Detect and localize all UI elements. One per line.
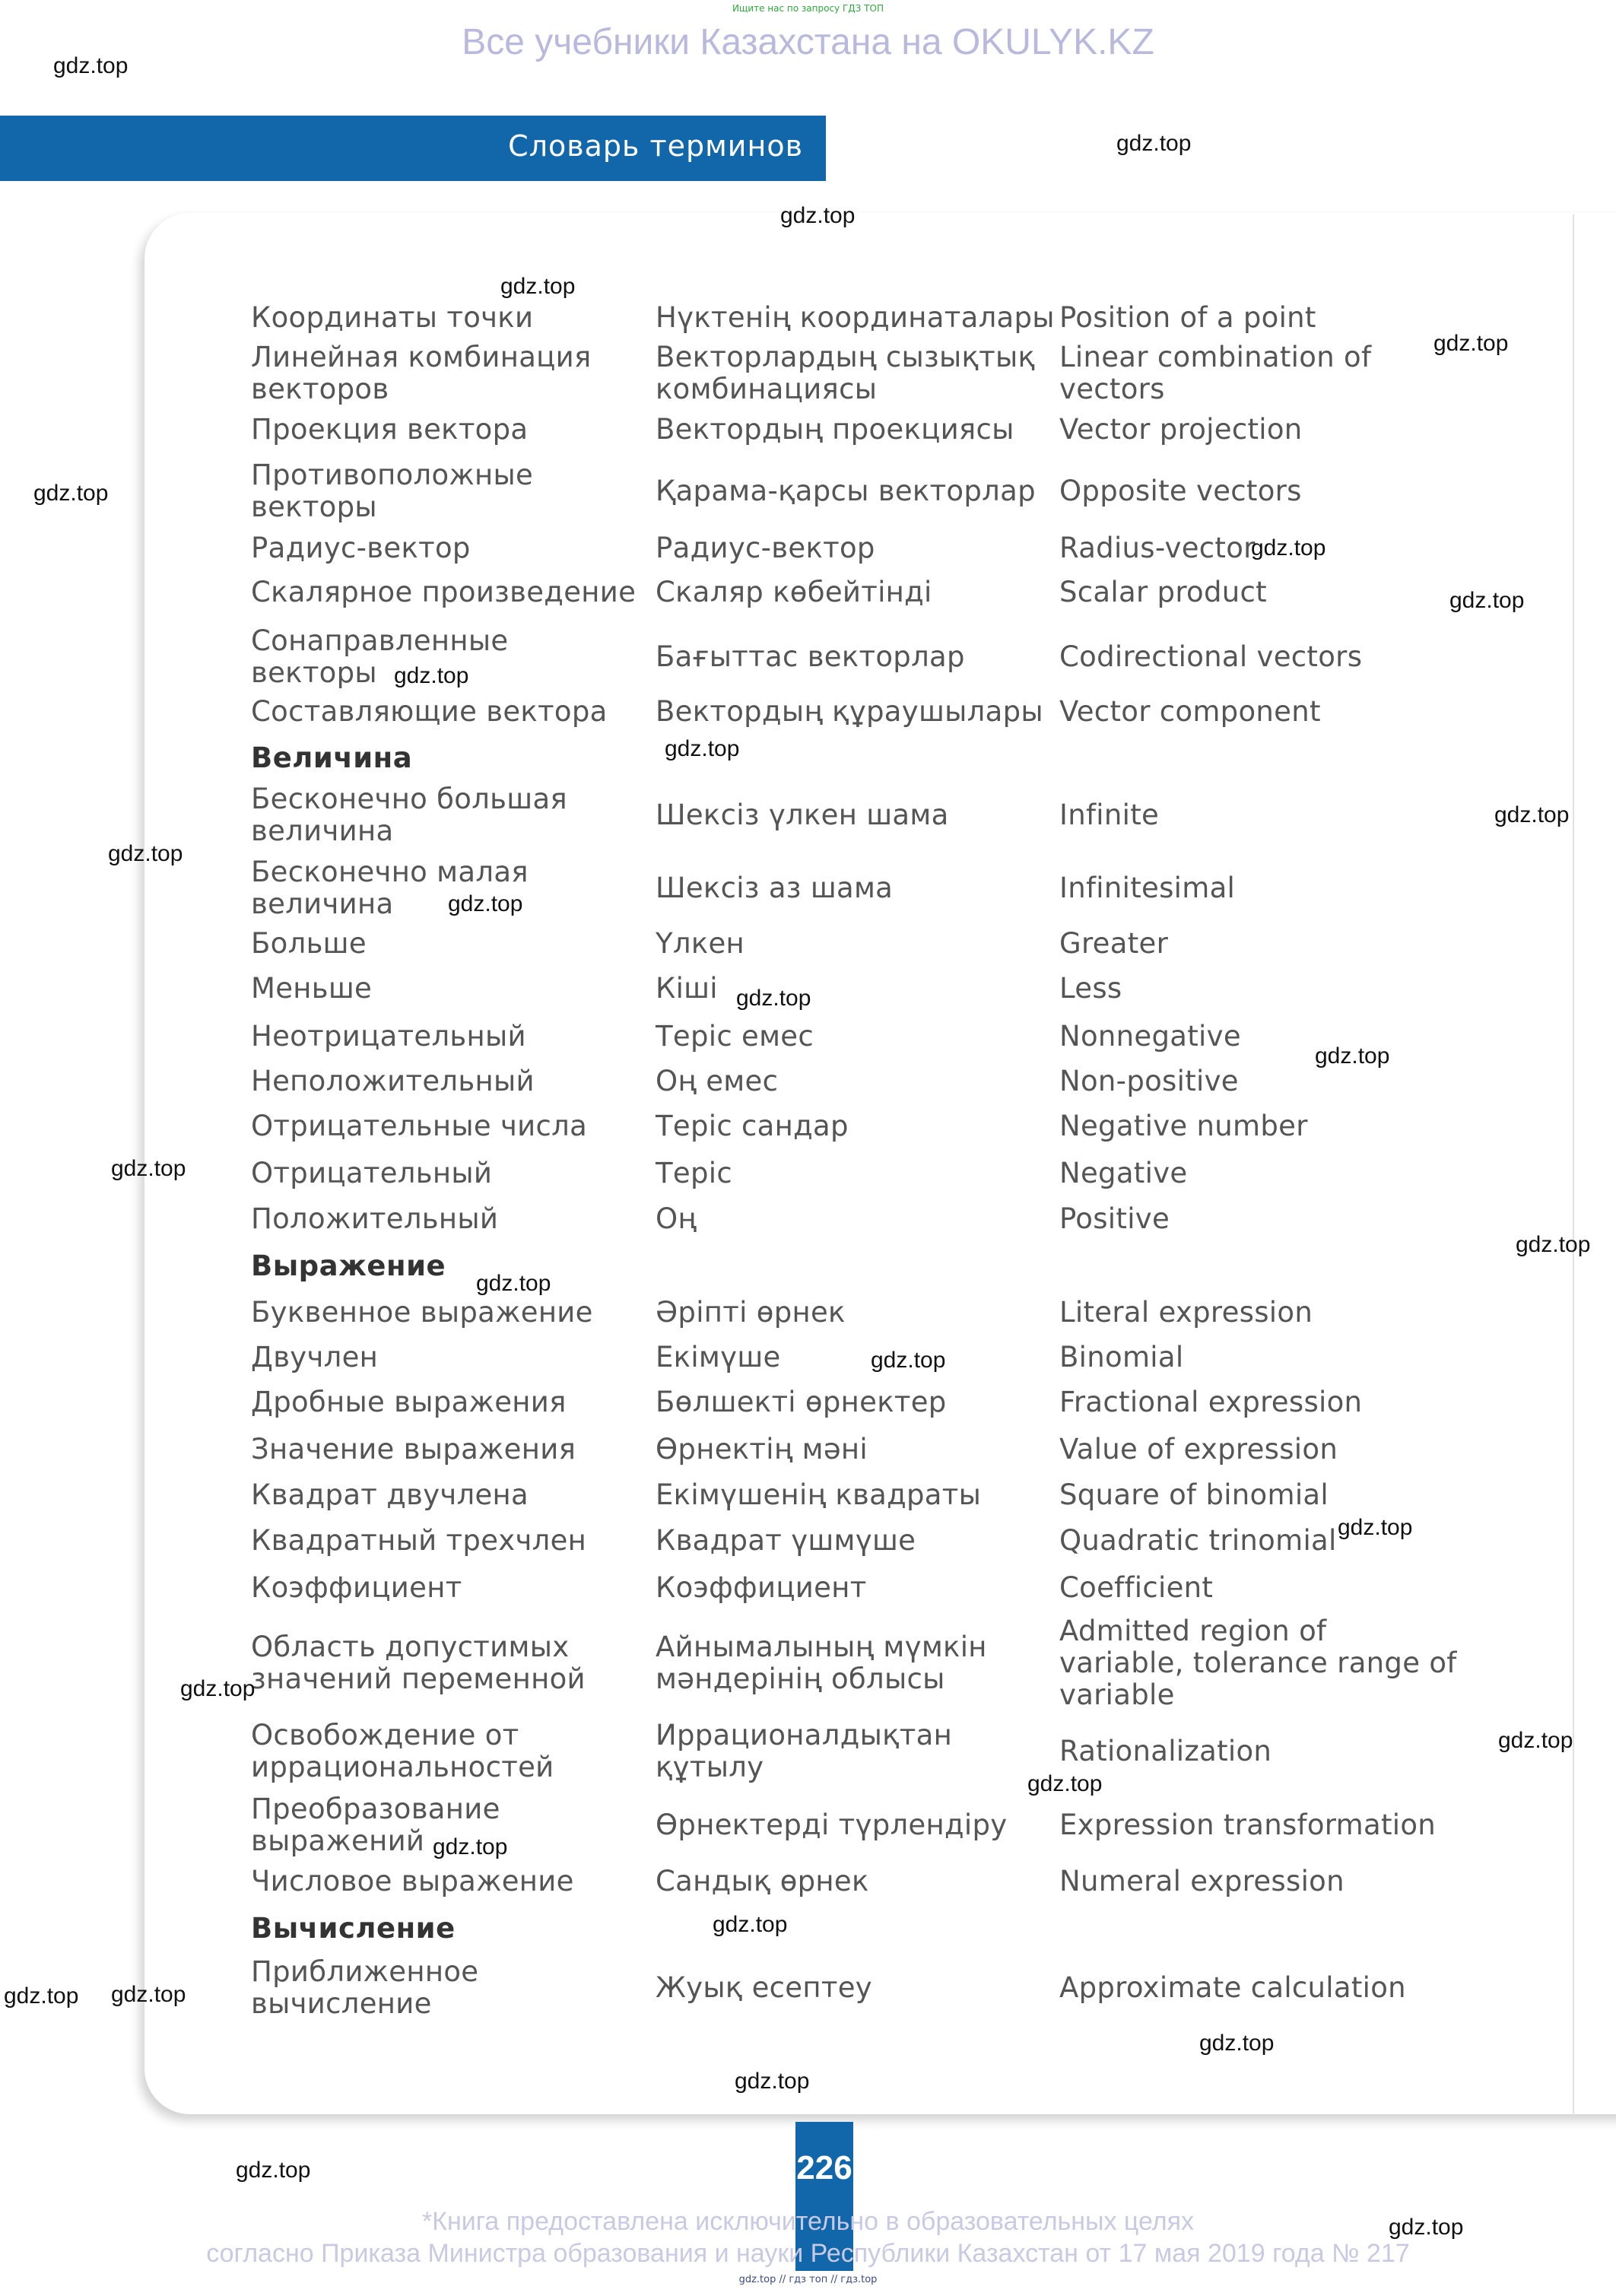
- watermark: gdz.top: [394, 663, 469, 688]
- term-ru: Квадрат двучлена: [251, 1478, 529, 1511]
- term-kz: Квадрат үшмүше: [656, 1524, 916, 1557]
- term-en: Non-positive: [1059, 1065, 1239, 1097]
- term-en: Rationalization: [1059, 1735, 1272, 1767]
- term-kz: Шексіз үлкен шама: [656, 799, 949, 831]
- watermark: gdz.top: [1433, 331, 1509, 356]
- section-heading: Вычисление: [251, 1912, 456, 1945]
- footer-disclaimer-line-1: *Книга предоставлена исключительно в образовательных целях: [421, 2207, 1195, 2236]
- term-en: Vector projection: [1059, 413, 1303, 446]
- term-ru: Освобождение от иррациональностей: [251, 1719, 554, 1783]
- term-en: Vector component: [1059, 695, 1321, 728]
- term-en: Linear combination of vectors: [1059, 341, 1372, 405]
- term-kz: Шексіз аз шама: [656, 872, 894, 904]
- watermark: gdz.top: [780, 203, 856, 228]
- term-en: Positive: [1059, 1202, 1170, 1235]
- term-ru: Положительный: [251, 1202, 499, 1235]
- term-en: Radius-vector: [1059, 532, 1256, 564]
- term-en: Less: [1059, 972, 1122, 1005]
- term-ru: Составляющие вектора: [251, 695, 608, 728]
- watermark: gdz.top: [736, 986, 811, 1011]
- term-kz: Нүктенің координаталары: [656, 301, 1055, 334]
- watermark: gdz.top: [735, 2069, 810, 2094]
- watermark: gdz.top: [33, 481, 109, 506]
- watermark: gdz.top: [448, 891, 523, 916]
- term-kz: Екімүшенің квадраты: [656, 1478, 982, 1511]
- top-search-note: Ищите нас по запросу ГДЗ ТОП: [732, 3, 884, 14]
- section-banner: [0, 116, 826, 181]
- watermark: gdz.top: [433, 1834, 508, 1859]
- term-ru: Неположительный: [251, 1065, 535, 1097]
- bottom-note: gdz.top // гдз топ // гдз.top: [738, 2274, 878, 2285]
- term-kz: Үлкен: [656, 927, 745, 960]
- watermark: gdz.top: [1449, 588, 1525, 613]
- term-en: Literal expression: [1059, 1296, 1313, 1329]
- term-kz: Бөлшекті өрнектер: [656, 1386, 947, 1418]
- term-en: Nonnegative: [1059, 1020, 1241, 1053]
- term-kz: Вектордың проекциясы: [656, 413, 1014, 446]
- term-ru: Бесконечно большая величина: [251, 783, 567, 847]
- term-kz: Қарама-қарсы векторлар: [656, 475, 1036, 507]
- term-en: Value of expression: [1059, 1433, 1338, 1466]
- term-ru: Скалярное произведение: [251, 576, 637, 608]
- term-kz: Радиус-вектор: [656, 532, 875, 564]
- watermark: gdz.top: [1315, 1043, 1390, 1069]
- watermark: gdz.top: [476, 1271, 551, 1296]
- term-ru: Буквенное выражение: [251, 1296, 593, 1329]
- term-en: Binomial: [1059, 1341, 1184, 1373]
- term-en: Position of a point: [1059, 301, 1316, 334]
- watermark: gdz.top: [4, 1983, 79, 2009]
- footer-disclaimer-line-2: согласно Приказа Министра образования и науки Республики Казахстан от 17 мая 2019 года № 217: [206, 2239, 1410, 2268]
- term-ru: Меньше: [251, 972, 373, 1005]
- term-en: Greater: [1059, 927, 1169, 960]
- watermark: gdz.top: [111, 1982, 186, 2007]
- term-ru: Квадратный трехчлен: [251, 1524, 587, 1557]
- site-title: Все учебники Казахстана на OKULYK.KZ: [462, 22, 1154, 62]
- watermark: gdz.top: [236, 2158, 311, 2183]
- banner-title: Словарь терминов: [508, 129, 803, 163]
- term-kz: Бағыттас векторлар: [656, 640, 965, 673]
- term-kz: Теріс сандар: [656, 1110, 849, 1142]
- term-en: Square of binomial: [1059, 1478, 1329, 1511]
- term-en: Expression transformation: [1059, 1809, 1437, 1841]
- section-heading: Величина: [251, 742, 413, 774]
- term-ru: Приближенное вычисление: [251, 1955, 479, 2020]
- term-kz: Векторлардың сызықтық комбинациясы: [656, 341, 1036, 405]
- watermark: gdz.top: [1389, 2215, 1464, 2240]
- term-ru: Дробные выражения: [251, 1386, 567, 1418]
- term-en: Coefficient: [1059, 1571, 1214, 1604]
- term-en: Opposite vectors: [1059, 475, 1302, 507]
- watermark: gdz.top: [1199, 2031, 1275, 2056]
- term-en: Fractional expression: [1059, 1386, 1363, 1418]
- watermark: gdz.top: [871, 1348, 946, 1373]
- watermark: gdz.top: [1338, 1515, 1413, 1540]
- term-ru: Противоположные векторы: [251, 459, 534, 523]
- term-en: Numeral expression: [1059, 1865, 1345, 1897]
- term-kz: Теріс емес: [656, 1020, 814, 1053]
- watermark: gdz.top: [108, 841, 183, 866]
- term-kz: Скаляр көбейтінді: [656, 576, 932, 608]
- watermark: gdz.top: [180, 1676, 256, 1701]
- term-kz: Теріс: [656, 1157, 732, 1189]
- term-kz: Вектордың құраушылары: [656, 695, 1043, 728]
- term-ru: Преобразование выражений: [251, 1793, 500, 1857]
- section-heading: Выражение: [251, 1250, 446, 1282]
- watermark: gdz.top: [111, 1156, 186, 1181]
- term-ru: Отрицательные числа: [251, 1110, 588, 1142]
- term-kz: Өрнектерді түрлендіру: [656, 1809, 1008, 1841]
- term-ru: Радиус-вектор: [251, 532, 471, 564]
- watermark: gdz.top: [1116, 131, 1192, 156]
- term-kz: Өрнектің мәні: [656, 1433, 868, 1466]
- term-ru: Координаты точки: [251, 301, 534, 334]
- term-ru: Числовое выражение: [251, 1865, 574, 1897]
- term-ru: Бесконечно малая величина: [251, 856, 529, 920]
- term-kz: Екімүше: [656, 1341, 781, 1373]
- term-ru: Линейная комбинация векторов: [251, 341, 592, 405]
- card-edge-divider: [1573, 214, 1574, 2116]
- term-ru: Отрицательный: [251, 1157, 493, 1189]
- term-ru: Область допустимых значений переменной: [251, 1631, 586, 1695]
- term-ru: Неотрицательный: [251, 1020, 526, 1053]
- watermark: gdz.top: [713, 1912, 788, 1937]
- term-kz: Әріпті өрнек: [656, 1296, 846, 1329]
- term-kz: Иррационалдықтан құтылу: [656, 1719, 953, 1783]
- watermark: gdz.top: [500, 274, 576, 299]
- term-en: Negative number: [1059, 1110, 1308, 1142]
- term-en: Approximate calculation: [1059, 1971, 1406, 2004]
- term-en: Quadratic trinomial: [1059, 1524, 1337, 1557]
- term-ru: Коэффициент: [251, 1571, 462, 1604]
- term-kz: Оң: [656, 1202, 697, 1235]
- term-ru: Значение выражения: [251, 1433, 576, 1466]
- term-ru: Двучлен: [251, 1341, 379, 1373]
- term-ru: Проекция вектора: [251, 413, 529, 446]
- term-en: Infinitesimal: [1059, 872, 1236, 904]
- watermark: gdz.top: [1494, 802, 1570, 827]
- term-en: Negative: [1059, 1157, 1188, 1189]
- term-kz: Коэффициент: [656, 1571, 867, 1604]
- watermark: gdz.top: [1251, 535, 1326, 561]
- term-en: Codirectional vectors: [1059, 640, 1363, 673]
- term-kz: Жуық есептеу: [656, 1971, 872, 2004]
- watermark: gdz.top: [665, 736, 740, 761]
- watermark: gdz.top: [1027, 1771, 1103, 1796]
- watermark: gdz.top: [53, 53, 129, 78]
- term-en: Infinite: [1059, 799, 1160, 831]
- watermark: gdz.top: [1498, 1728, 1573, 1753]
- term-kz: Айнымалының мүмкін мәндерінің облысы: [656, 1631, 987, 1695]
- watermark: gdz.top: [1516, 1232, 1591, 1257]
- page-number: 226: [796, 2149, 852, 2186]
- term-en: Scalar product: [1059, 576, 1267, 608]
- term-en: Admitted region of variable, tolerance range of variable: [1059, 1615, 1457, 1711]
- term-kz: Оң емес: [656, 1065, 779, 1097]
- term-kz: Кіші: [656, 972, 718, 1005]
- term-kz: Сандық өрнек: [656, 1865, 869, 1897]
- term-ru: Больше: [251, 927, 367, 960]
- term-ru: Сонаправленные векторы: [251, 624, 509, 689]
